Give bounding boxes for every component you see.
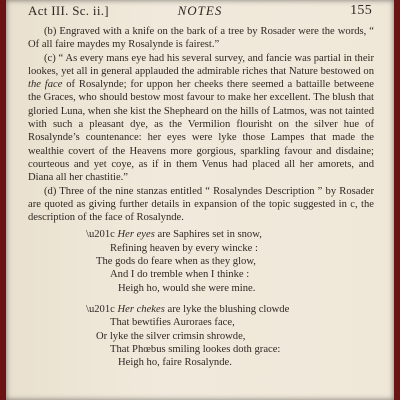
section-title: NOTES: [177, 3, 223, 18]
page-number: 155: [350, 3, 372, 18]
note-b: (b) Engraved with a knife on the bark of a tree by Rosader were the words, “ Of all faire maydes my Rosalynde is fairest.”: [28, 26, 374, 51]
note-d: (d) Three of the nine stanzas entitled “ Rosalyndes Description ” by Rosader are quoted as giving further details in expansion of the topic suggested in c, the description of the face of Rosalynde.: [28, 185, 374, 224]
verse-line: The gods do feare when as they glow,: [96, 256, 256, 268]
verse-line: Refining heaven by every wincke :: [110, 242, 258, 254]
verse-line: \u201c Her eyes are Saphires set in snow,: [86, 229, 262, 241]
verse-line: Heigh ho, would she were mine.: [118, 282, 256, 294]
act-scene-reference: Act III. Sc. ii.]: [28, 3, 109, 18]
verse-line: \u201c Her chekes are lyke the blushing clowde: [86, 303, 290, 315]
verse-line-text: are Saphires set in snow,: [154, 229, 262, 241]
verse-emphasis: Her eyes: [117, 229, 155, 241]
notes-body: [28, 25, 374, 369]
note-c-text-2: of Rosalynde; for uppon her cheeks there seemed a battaille betweene the Graces, who should bestow most favour to make her excellent. The blush that gloried Luna, when she kist the Shepheard on the hills of Latmos, was not tainted with such a pleasant dye, as the Vermilion flourisht on the silver hue of Rosalynde’s countenance: her eyes were lyke those Lampes that made the wealthie covert of the Heavens more gorgious, sparkling favour and disdaine; courteous and yet coye, as if in them Venus had placed all her amorets, and Diana all her chastitie.”: [28, 79, 374, 184]
verse-stanza-2: [28, 303, 374, 369]
verse-line: Heigh ho, faire Rosalynde.: [118, 357, 232, 369]
note-c: [28, 52, 374, 185]
note-c-emphasis: the face: [28, 79, 63, 91]
verse-line: That Phœbus smiling lookes doth grace:: [110, 343, 281, 355]
verse-line-text: are lyke the blushing clowde: [164, 303, 290, 315]
verse-line: Or lyke the silver crimsin shrowde,: [96, 330, 246, 342]
verse-line: That bewtifies Auroraes face,: [110, 317, 235, 329]
note-c-text-1: (c) “ As every mans eye had his several survey, and fancie was partial in their lookes, yet all in general applauded the admirable riches that Nature bestowed on: [28, 52, 374, 77]
verse-stanza-1: [28, 228, 374, 294]
verse-line: And I do tremble when I thinke :: [110, 269, 250, 281]
verse-emphasis: Her chekes: [117, 303, 165, 315]
running-header: [28, 3, 372, 21]
book-page: [6, 0, 394, 400]
